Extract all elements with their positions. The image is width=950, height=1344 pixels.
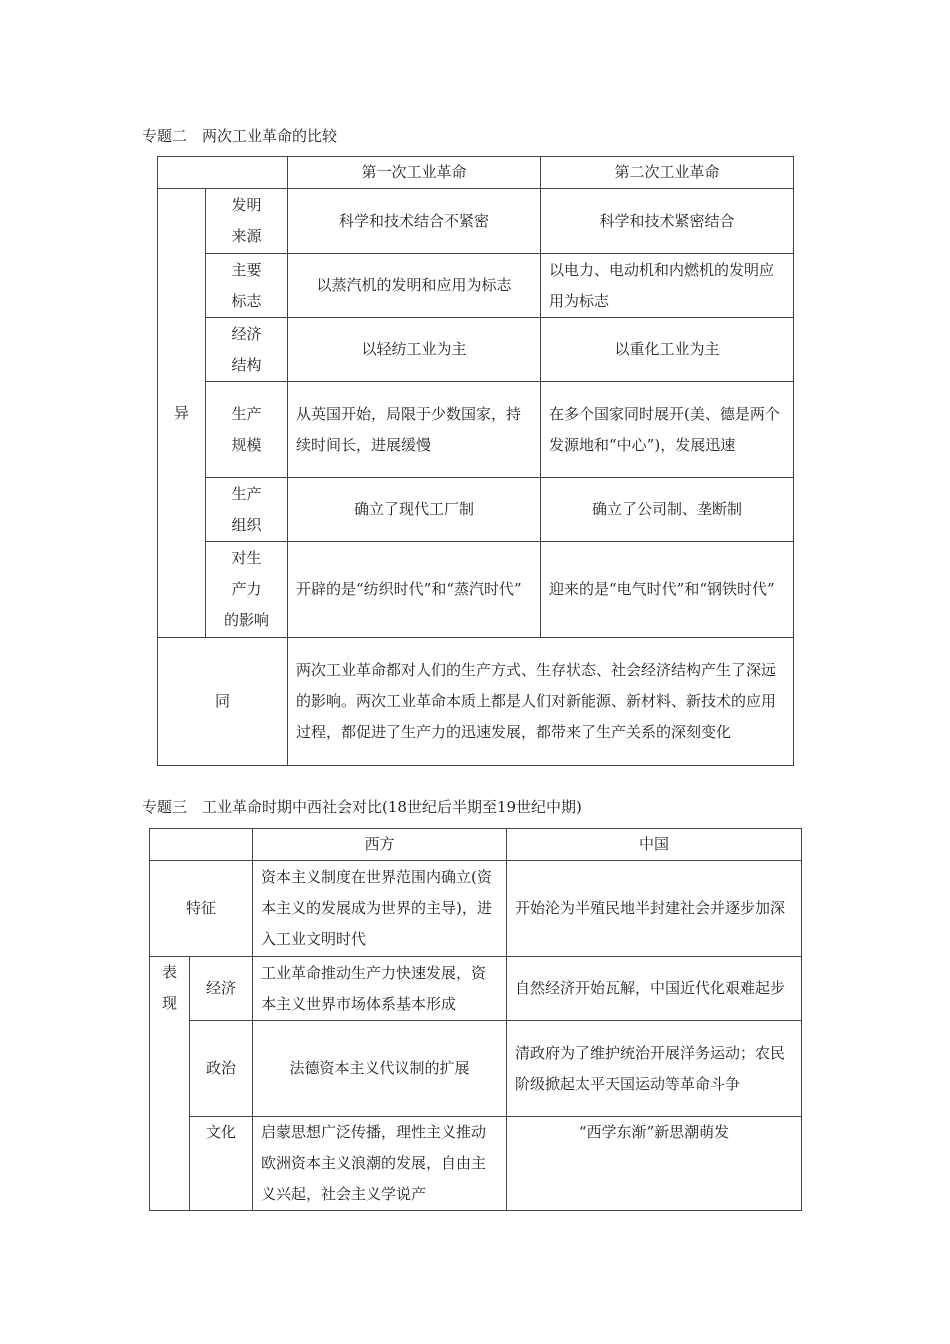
first-revolution-cell: 以蒸汽机的发明和应用为标志 xyxy=(288,254,541,318)
first-revolution-cell: 科学和技术结合不紧密 xyxy=(288,189,541,254)
table-row xyxy=(158,318,794,382)
table-row xyxy=(158,638,794,766)
first-revolution-cell: 确立了现代工厂制 xyxy=(288,478,541,542)
section2-heading: 专题二 两次工业革命的比较 xyxy=(142,127,338,145)
table-row xyxy=(150,861,802,957)
header-blank-cell xyxy=(150,829,253,861)
row-label: 政治 xyxy=(190,1021,253,1117)
second-revolution-cell: 在多个国家同时展开(美、德是两个发源地和“中心”)，发展迅速 xyxy=(541,382,794,478)
row-label: 经济 xyxy=(190,957,253,1021)
west-cell: 启蒙思想广泛传播，理性主义推动欧洲资本主义浪潮的发展，自由主义兴起，社会主义学说产 xyxy=(253,1117,507,1211)
table-row xyxy=(158,189,794,254)
second-revolution-cell: 确立了公司制、垄断制 xyxy=(541,478,794,542)
second-revolution-cell: 科学和技术紧密结合 xyxy=(541,189,794,254)
row-label: 文化 xyxy=(190,1117,253,1211)
west-cell: 资本主义制度在世界范围内确立(资本主义的发展成为世界的主导)，进入工业文明时代 xyxy=(253,861,507,957)
table-row xyxy=(158,254,794,318)
table-row xyxy=(150,1021,802,1117)
table-row xyxy=(158,382,794,478)
west-cell: 法德资本主义代议制的扩展 xyxy=(253,1021,507,1117)
header-first-revolution: 第一次工业革命 xyxy=(288,157,541,189)
table-row xyxy=(158,478,794,542)
similarity-label: 同 xyxy=(158,638,288,766)
row-label: 生产 规模 xyxy=(206,382,288,478)
first-revolution-cell: 以轻纺工业为主 xyxy=(288,318,541,382)
row-label: 主要 标志 xyxy=(206,254,288,318)
manifestation-label: 表 现 xyxy=(150,957,190,1211)
header-china: 中国 xyxy=(507,829,802,861)
section3-heading: 专题三 工业革命时期中西社会对比(18世纪后半期至19世纪中期) xyxy=(142,798,582,816)
header-west: 西方 xyxy=(253,829,507,861)
second-revolution-cell: 以电力、电动机和内燃机的发明应用为标志 xyxy=(541,254,794,318)
table-row xyxy=(150,1117,802,1211)
first-revolution-cell: 从英国开始，局限于少数国家，持续时间长，进展缓慢 xyxy=(288,382,541,478)
table-header-row xyxy=(150,829,802,861)
second-revolution-cell: 迎来的是“电气时代”和“钢铁时代” xyxy=(541,542,794,638)
table-row xyxy=(158,542,794,638)
china-cell: 自然经济开始瓦解，中国近代化艰难起步 xyxy=(507,957,802,1021)
row-label: 对生 产力 的影响 xyxy=(206,542,288,638)
china-cell: “西学东渐”新思潮萌发 xyxy=(507,1117,802,1211)
row-label: 生产 组织 xyxy=(206,478,288,542)
industrial-revolution-comparison-table xyxy=(157,156,794,766)
similarity-text: 两次工业革命都对人们的生产方式、生存状态、社会经济结构产生了深远的影响。两次工业革命本质上都是人们对新能源、新材料、新技术的应用过程，都促进了生产力的迅速发展，都带来了生产关系的深刻变化 xyxy=(288,638,794,766)
first-revolution-cell: 开辟的是“纺织时代”和“蒸汽时代” xyxy=(288,542,541,638)
west-cell: 工业革命推动生产力快速发展，资本主义世界市场体系基本形成 xyxy=(253,957,507,1021)
header-second-revolution: 第二次工业革命 xyxy=(541,157,794,189)
table-header-row xyxy=(158,157,794,189)
difference-label: 异 xyxy=(158,189,206,638)
china-cell: 清政府为了维护统治开展洋务运动；农民阶级掀起太平天国运动等革命斗争 xyxy=(507,1021,802,1117)
row-label: 发明 来源 xyxy=(206,189,288,254)
china-cell: 开始沦为半殖民地半封建社会并逐步加深 xyxy=(507,861,802,957)
table-row xyxy=(150,957,802,1021)
feature-label: 特征 xyxy=(150,861,253,957)
row-label: 经济 结构 xyxy=(206,318,288,382)
china-west-comparison-table xyxy=(149,828,802,1211)
second-revolution-cell: 以重化工业为主 xyxy=(541,318,794,382)
header-blank-cell xyxy=(158,157,288,189)
